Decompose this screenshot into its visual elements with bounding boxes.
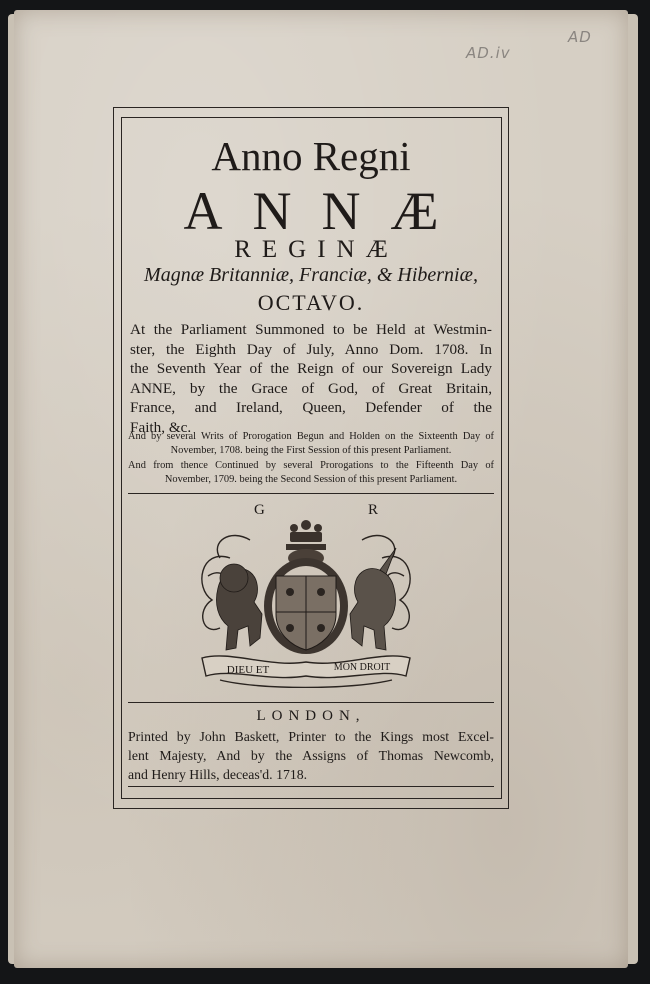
parliament-line: ster, the Eighth Day of July, Anno Dom. 1708. In	[130, 340, 492, 358]
bottom-rule	[128, 786, 494, 787]
imprint-line: lent Majesty, And by the Assigns of Thomas Newcomb,	[128, 748, 494, 763]
motto-text-right: MON DROIT	[333, 662, 391, 673]
continued-line: And from thence Continued by several Prorogations to the Fifteenth Day of	[128, 460, 494, 471]
imprint-paragraph	[128, 727, 494, 784]
parliament-line: France, and Ireland, Queen, Defender of the	[130, 399, 492, 416]
parliament-line: the Seventh Year of the Reign of our Sovereign Lady	[130, 360, 492, 377]
continued-line: November, 1709. being the Second Session of this present Parliament.	[164, 474, 458, 485]
divider-rule-bottom	[128, 702, 494, 703]
prorogation-line: And by several Writs of Prorogation Begun and Holden on the Sixteenth Day of	[128, 431, 494, 442]
divider-rule-top	[128, 493, 494, 494]
prorogation-paragraph	[128, 430, 494, 458]
anno-regni-heading: Anno Regni	[211, 133, 411, 179]
parliament-line: ANNE, by the Grace of God, of Great Britain,	[130, 379, 492, 397]
realms-line: Magnæ Britanniæ, Franciæ, & Hiberniæ,	[144, 264, 478, 286]
parliament-line: Faith, &c.	[130, 418, 192, 436]
royal-coat-of-arms	[190, 518, 422, 688]
royal-cipher-r: R	[368, 502, 379, 518]
pencil-shelfmark: AD.iv	[466, 44, 511, 62]
royal-cipher-g: G	[254, 502, 265, 518]
motto-text-left: DIEU ET	[226, 664, 270, 676]
imprint-line: Printed by John Baskett, Printer to the Kings most Excel-	[128, 729, 494, 744]
octavo-line: OCTAVO.	[257, 290, 365, 315]
prorogation-line: November, 1708. being the First Session of this present Parliament.	[170, 445, 452, 456]
continued-paragraph	[128, 459, 494, 487]
imprint-line: and Henry Hills, deceas'd. 1718.	[128, 767, 308, 782]
parliament-paragraph	[130, 320, 492, 437]
parliament-line: At the Parliament Summoned to be Held at Westmin-	[130, 321, 492, 338]
annae-heading: ANNÆ	[183, 181, 469, 241]
pencil-mark: AD	[568, 28, 592, 46]
reginae-heading: REGINÆ	[234, 236, 399, 263]
imprint-city: LONDON,	[256, 708, 366, 724]
